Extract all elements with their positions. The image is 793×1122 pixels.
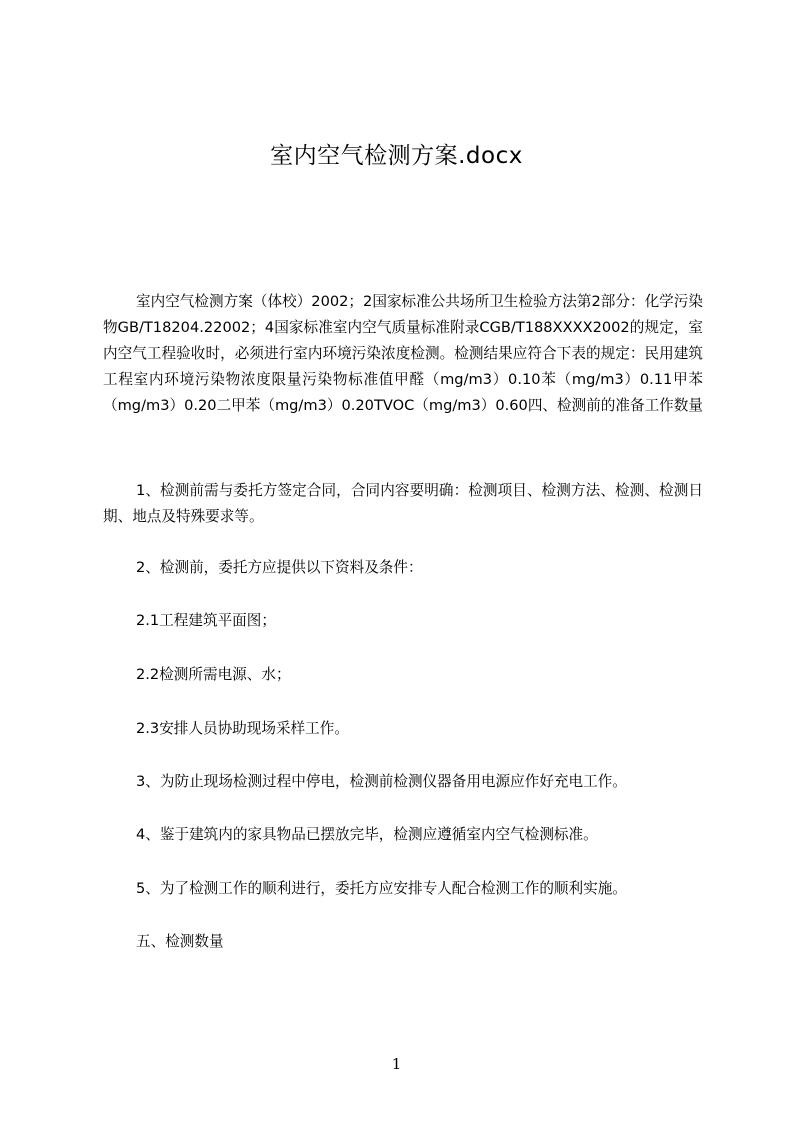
item-5-paragraph: 5、为了检测工作的顺利进行，委托方应安排专人配合检测工作的顺利实施。 bbox=[136, 880, 627, 897]
section-5-heading: 五、检测数量 bbox=[136, 933, 224, 950]
item-2-2-paragraph: 2.2检测所需电源、水； bbox=[136, 666, 291, 683]
item-2-1-paragraph: 2.1工程建筑平面图； bbox=[136, 612, 276, 629]
item-3-paragraph: 3、为防止现场检测过程中停电，检测前检测仪器备用电源应作好充电工作。 bbox=[136, 773, 627, 790]
page-number: 1 bbox=[391, 1055, 402, 1073]
document-title: 室内空气检测方案.docx bbox=[270, 143, 523, 169]
intro-paragraph: 室内空气检测方案（体校）2002；2国家标准公共场所卫生检验方法第2部分：化学污染物GB/T18204.22002；4国家标准室内空气质量标准附录CGB/T188XXXX2002的规定，室内空气工程验收时，必须进行室内环境污染浓度检测。检测结果应符合下表的规定：民用建筑工程室内环境污染物浓度限量污染物标准值甲醛（mg/m3）0.10苯（mg/m3）0.11甲苯（mg/m3）0.20二甲苯（mg/m3）0.20TVOC（mg/m3）0.60四、检测前的准备工作数量 bbox=[103, 293, 703, 414]
item-4-paragraph: 4、鉴于建筑内的家具物品已摆放完毕，检测应遵循室内空气检测标准。 bbox=[136, 826, 598, 843]
item-2-paragraph: 2、检测前，委托方应提供以下资料及条件： bbox=[136, 559, 423, 576]
item-1-paragraph: 1、检测前需与委托方签定合同，合同内容要明确：检测项目、检测方法、检测、检测日期、地点及特殊要求等。 bbox=[103, 482, 703, 525]
item-2-3-paragraph: 2.3安排人员协助现场采样工作。 bbox=[136, 720, 349, 737]
